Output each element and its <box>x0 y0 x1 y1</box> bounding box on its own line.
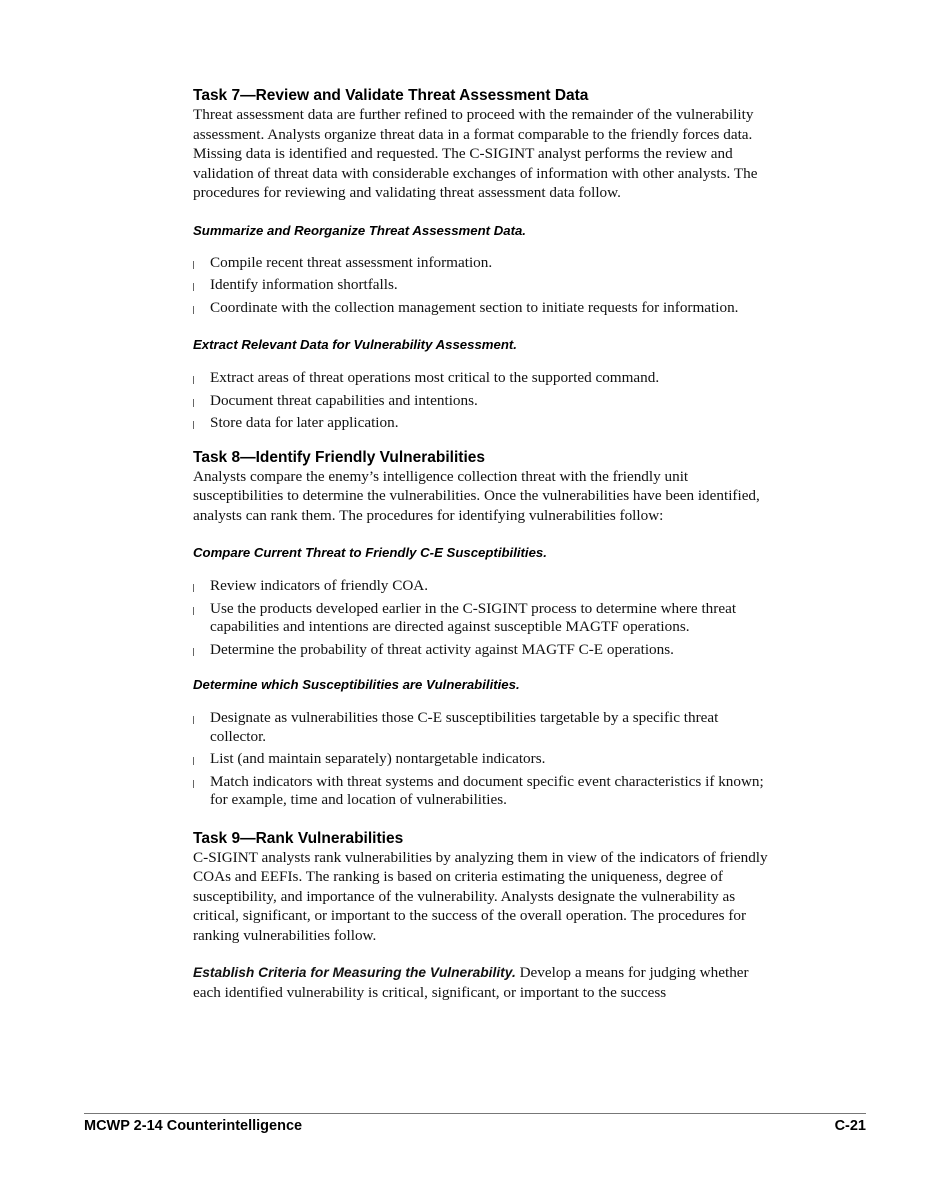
page-content <box>193 86 773 1002</box>
footer-title: MCWP 2-14 Counterintelligence <box>84 1118 303 1134</box>
list-item: Extract areas of threat operations most critical to the supported command. <box>193 369 773 388</box>
task7-sub2-title: Extract Relevant Data for Vulnerability Assessment. <box>193 337 517 352</box>
task7-body: Threat assessment data are further refined to proceed with the remainder of the vulnerability assessment. Analysts organize threat data in a format comparable to the friendly forces data. Missing data is identified and requested. The C-SIGINT analyst performs the review and validation of threat data with considerable exchanges of information with other analysts. The procedures for reviewing and validating threat assessment data follow. <box>193 106 758 201</box>
bullet-mark <box>193 399 194 407</box>
list-item: Use the products developed earlier in the C-SIGINT process to determine where threat capabilities and intentions are directed against susceptible MAGTF operations. <box>193 600 773 637</box>
task9-inline-title: Establish Criteria for Measuring the Vulnerability. <box>193 965 516 980</box>
bullet-mark <box>193 283 194 291</box>
footer-divider <box>84 1113 866 1114</box>
list-item: Store data for later application. <box>193 414 773 433</box>
task7-sub2-list <box>193 369 773 433</box>
bullet-mark <box>193 584 194 592</box>
bullet-mark <box>193 716 194 724</box>
bullet-mark <box>193 376 194 384</box>
task8-sub2-list <box>193 709 773 810</box>
list-item: Match indicators with threat systems and document specific event characteristics if known; for example, time and location of vulnerabilities. <box>193 773 773 810</box>
list-item: Designate as vulnerabilities those C-E susceptibilities targetable by a specific threat collector. <box>193 709 773 746</box>
task8-body: Analysts compare the enemy’s intelligence collection threat with the friendly unit susceptibilities to determine the vulnerabilities. Once the vulnerabilities have been identified, analysts can rank them. The procedures for identifying vulnerabilities follow: <box>193 467 760 524</box>
list-item: Review indicators of friendly COA. <box>193 577 773 596</box>
bullet-mark <box>193 306 194 314</box>
list-item: List (and maintain separately) nontargetable indicators. <box>193 750 773 769</box>
list-item: Coordinate with the collection management section to initiate requests for information. <box>193 299 773 318</box>
list-item: Compile recent threat assessment information. <box>193 254 773 273</box>
list-item: Identify information shortfalls. <box>193 276 773 295</box>
bullet-mark <box>193 421 194 429</box>
task8-sub1-list <box>193 577 773 659</box>
bullet-mark <box>193 261 194 269</box>
task8-sub2-title: Determine which Susceptibilities are Vulnerabilities. <box>193 677 520 692</box>
task9-body: C-SIGINT analysts rank vulnerabilities by analyzing them in view of the indicators of friendly COAs and EEFIs. The ranking is based on criteria estimating the uniqueness, degree of susceptibility, and importance of the vulnerability. Analysts designate the vulnerability as critical, significant, or important to the success of the overall operation. The procedures for ranking vulnerabilities follow. <box>193 848 768 944</box>
list-item: Document threat capabilities and intentions. <box>193 392 773 411</box>
task9-inline-paragraph <box>193 963 773 1002</box>
task7-sub1-list <box>193 254 773 318</box>
task7-heading: Task 7—Review and Validate Threat Assessment Data <box>193 87 589 104</box>
bullet-mark <box>193 648 194 656</box>
page-number: C-21 <box>834 1118 866 1134</box>
task9-inline-text: Develop a means for judging whether each identified vulnerability is critical, significant, or important to the success <box>193 964 749 1001</box>
bullet-mark <box>193 757 194 765</box>
bullet-mark <box>193 780 194 788</box>
task7-sub1-title: Summarize and Reorganize Threat Assessment Data. <box>193 222 526 238</box>
list-item: Determine the probability of threat activity against MAGTF C-E operations. <box>193 641 773 660</box>
task8-heading: Task 8—Identify Friendly Vulnerabilities <box>193 448 485 466</box>
task8-sub1-title: Compare Current Threat to Friendly C-E Susceptibilities. <box>193 545 547 560</box>
bullet-mark <box>193 607 194 615</box>
task9-heading: Task 9—Rank Vulnerabilities <box>193 829 404 847</box>
